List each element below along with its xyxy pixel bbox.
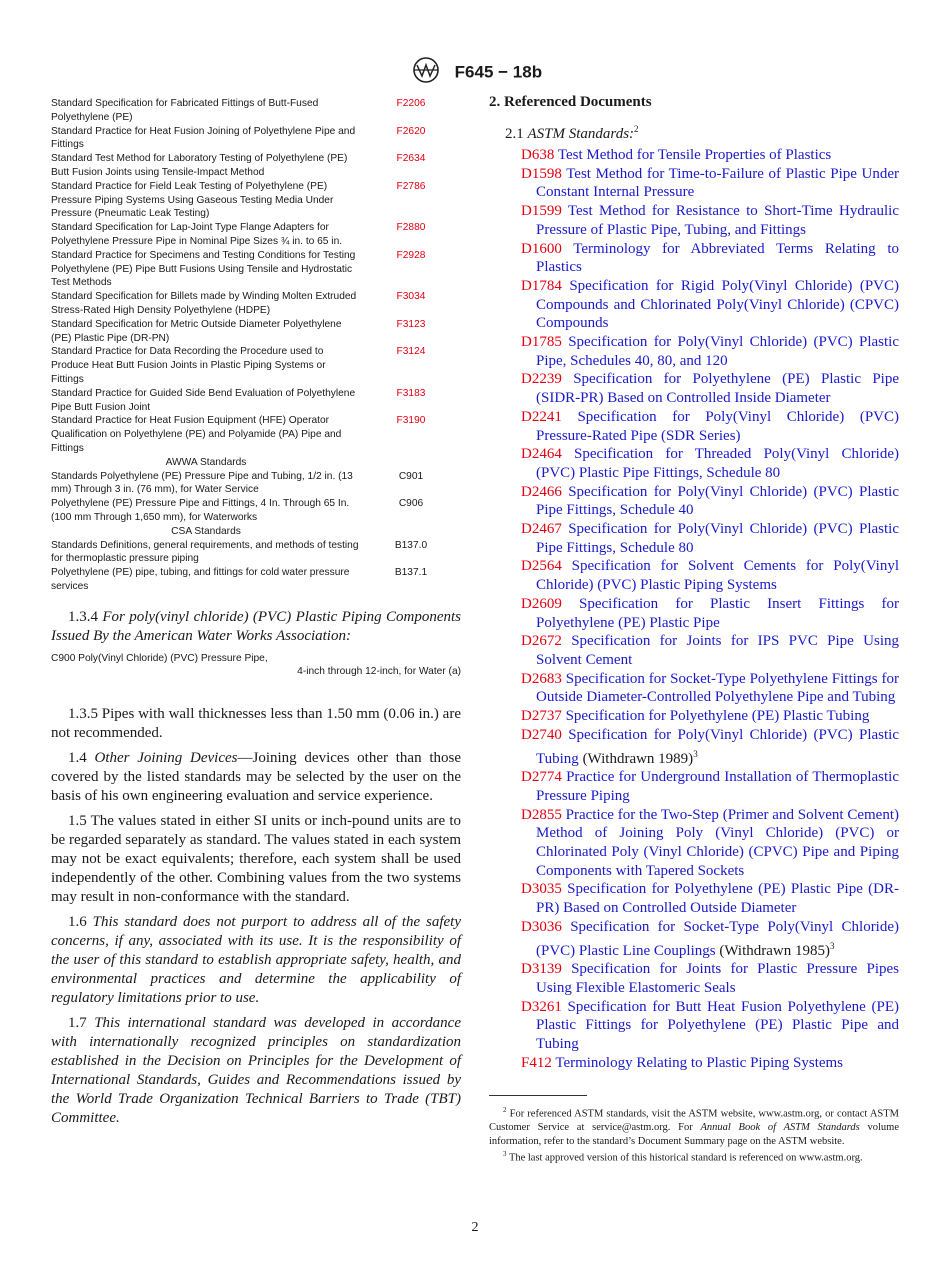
reference-title-link[interactable]: Specification for Rigid Poly(Vinyl Chloride) (PVC) Compounds and Chlorinated Poly(Vinyl Chloride) (CPVC) Compounds [536, 277, 900, 332]
standard-title: Polyethylene (PE) Pressure Pipe and Fittings, 4 In. Through 65 In. (100 mm Through 1,650 mm), for Waterworks [51, 498, 350, 523]
reference-item [505, 202, 899, 239]
footnote-rule [489, 1095, 587, 1096]
standard-title: Standard Practice for Heat Fusion Joining of Polyethylene Pipe and Fittings [51, 125, 356, 151]
reference-item [505, 1054, 899, 1073]
standard-code: B137.0 [394, 539, 428, 551]
reference-item [505, 670, 899, 707]
reference-title-link[interactable]: Specification for Socket-Type Polyethylene Fittings for Outside Diameter-Controlled Polyethylene Pipe and Tubing [536, 670, 900, 706]
standard-title: Standards Polyethylene (PE) Pressure Pipe and Tubing, 1/2 in. (13 mm) Through 3 in. (76 mm), for Water Service [51, 470, 353, 496]
reference-title-link[interactable]: Test Method for Time-to-Failure of Plastic Pipe Under Constant Internal Pressure [536, 165, 899, 201]
standard-row [51, 497, 461, 525]
withdrawn-note: (Withdrawn 1989) [582, 750, 694, 767]
reference-item [505, 445, 899, 482]
standard-row [51, 345, 461, 386]
reference-item [505, 333, 899, 370]
reference-title-link[interactable]: Test Method for Resistance to Short-Time Hydraulic Pressure of Plastic Pipe, Tubing, and Fittings [536, 203, 899, 238]
reference-item [505, 277, 899, 333]
reference-title-link[interactable]: Specification for Polyethylene (PE) Plastic Pipe (DR-PR) Based on Controlled Outside Diameter [536, 881, 900, 917]
footnote-2: $^2$ For referenced ASTM standards, visit the ASTM website, www.astm.org, or contact ASTM Customer Service at service@astm.org. For Annual Book of ASTM Standards volume information, refer to the standard’s Document Summary page on the ASTM website. [489, 1106, 899, 1147]
reference-title-link[interactable]: Practice for Underground Installation of Thermoplastic Pressure Piping [536, 769, 899, 804]
c900-line2: 4-inch through 12-inch, for Water (a) [297, 666, 461, 678]
standard-code: C901 [398, 470, 424, 482]
standard-title: Standard Practice for Field Leak Testing of Polyethylene (PE) Pressure Piping Systems Using Gaseous Testing Media Under Pressure (Pneumatic Leak Testing) [51, 180, 334, 220]
standard-title: Standard Specification for Billets made by Winding Molten Extruded Stress-Rated High Density Polyethylene (HDPE) [51, 291, 357, 316]
standard-row [51, 470, 461, 498]
reference-item [505, 918, 899, 960]
reference-code-link[interactable]: D2740 [521, 726, 562, 743]
csa-heading: CSA Standards [171, 525, 241, 537]
c900-line1: C900 Poly(Vinyl Chloride) (PVC) Pressure Pipe, [51, 652, 268, 664]
standard-code[interactable]: F2928 [396, 249, 426, 261]
standard-row [51, 539, 461, 567]
standard-title: Standard Specification for Lap-Joint Type Flange Adapters for Polyethylene Pressure Pipe in Nominal Pipe Sizes ¾ in. to 65 in. [51, 222, 343, 247]
reference-code-link[interactable]: D2855 [521, 806, 562, 823]
para-1-4: 1.4 Other Joining Devices—Joining devices other than those covered by the listed standards may be selected by the user on the basis of his own engineering evaluation and service experience. [51, 750, 461, 805]
reference-code-link[interactable]: D2464 [521, 446, 562, 463]
reference-item [505, 240, 899, 277]
reference-code-link[interactable]: D2564 [521, 558, 562, 575]
left-column [51, 97, 461, 1134]
standard-code[interactable]: F3183 [396, 387, 426, 399]
reference-title-link[interactable]: Specification for Poly(Vinyl Chloride) (PVC) Pressure-Rated Pipe (SDR Series) [536, 408, 900, 444]
reference-item [505, 408, 899, 445]
reference-item [505, 707, 899, 726]
standard-code[interactable]: F3034 [396, 291, 426, 303]
standard-row [51, 125, 461, 153]
reference-code-link[interactable]: F412 [521, 1054, 552, 1071]
reference-code-link[interactable]: D2774 [521, 769, 562, 786]
footnote-marker: 3 [693, 748, 698, 759]
standard-title: Standard Practice for Heat Fusion Equipment (HFE) Operator Qualification on Polyethylene (PE) and Polyamide (PA) Pipe and Fittings [51, 415, 342, 454]
reference-item [505, 370, 899, 407]
reference-code-link[interactable]: D1600 [521, 240, 562, 257]
reference-title-link[interactable]: Specification for Solvent Cements for Poly(Vinyl Chloride) (PVC) Plastic Piping Systems [536, 558, 900, 594]
reference-code-link[interactable]: D3139 [521, 961, 562, 978]
reference-code-link[interactable]: D2239 [521, 371, 562, 388]
standard-code[interactable]: F2620 [396, 125, 426, 137]
reference-item [505, 960, 899, 997]
reference-code-link[interactable]: D2466 [521, 483, 562, 500]
standard-row [51, 290, 461, 318]
withdrawn-note: (Withdrawn 1985) [719, 942, 830, 959]
standard-title: Standard Practice for Data Recording the Procedure used to Produce Heat Butt Fusion Joints in Plastic Piping Systems or Fittings [51, 346, 326, 385]
reference-title-link[interactable]: Specification for Polyethylene (PE) Plastic Pipe (SIDR-PR) Based on Controlled Inside Diameter [536, 371, 899, 407]
para-1-6: 1.6 This standard does not purport to address all of the safety concerns, if any, associated with its use. It is the responsibility of the user of this standard to establish appropriate safety, health, and environmental practices and determine the applicability of regulatory limitations prior to use. [51, 914, 462, 1007]
astm-standards-table [51, 97, 461, 456]
standard-row [51, 566, 461, 594]
reference-title-link[interactable]: Practice for the Two-Step (Primer and Solvent Cement) Method of Joining Poly (Vinyl Chloride) (PVC) or Chlorinated Poly (Vinyl Chloride) (CPVC) Pipe and Piping Components with Tapered Sockets [536, 806, 900, 879]
right-column [489, 93, 899, 1072]
standard-row [51, 221, 461, 249]
standard-code[interactable]: F3123 [396, 318, 426, 330]
csa-standards-table [51, 539, 461, 594]
standard-row [51, 318, 461, 346]
reference-code-link[interactable]: D2737 [521, 708, 562, 725]
reference-title-link[interactable]: Specification for Joints for Plastic Pressure Pipes Using Flexible Elastomeric Seals [536, 961, 899, 996]
para-1-3-5: 1.3.5 Pipes with wall thicknesses less than 1.50 mm (0.06 in.) are not recommended. [51, 706, 461, 742]
reference-title-link[interactable]: Terminology Relating to Plastic Piping Systems [555, 1054, 844, 1071]
awwa-standards-table [51, 470, 461, 525]
reference-title-link[interactable]: Specification for Poly(Vinyl Chloride) (PVC) Plastic Pipe, Schedules 40, 80, and 120 [536, 334, 900, 369]
reference-item [505, 998, 899, 1054]
footnotes [489, 1104, 899, 1165]
section-heading: 2. Referenced Documents [489, 94, 652, 110]
reference-item [505, 557, 899, 594]
standard-row [51, 414, 461, 455]
standard-code: B137.1 [394, 567, 428, 579]
reference-item [505, 806, 899, 881]
standard-row [51, 152, 461, 180]
standard-title: Standard Specification for Fabricated Fittings of Butt-Fused Polyethylene (PE) [51, 98, 319, 123]
reference-title-link[interactable]: Specification for Poly(Vinyl Chloride) (PVC) Plastic Pipe Fittings, Schedule 40 [536, 483, 900, 519]
reference-title-link[interactable]: Specification for Joints for IPS PVC Pipe Using Solvent Cement [536, 633, 900, 668]
standard-title: Polyethylene (PE) pipe, tubing, and fittings for cold water pressure services [51, 567, 350, 592]
standard-code[interactable]: F2634 [396, 153, 426, 165]
reference-item [505, 483, 899, 520]
standard-row [51, 249, 461, 290]
standard-title: Standard Practice for Specimens and Testing Conditions for Testing Polyethylene (PE) Pipe Butt Fusions Using Tensile and Hydrostatic Test Methods [51, 249, 356, 289]
reference-title-link[interactable]: Specification for Butt Heat Fusion Polyethylene (PE) Plastic Fittings for Polyethylene (PE) Plastic Pipe and Tubing [536, 998, 899, 1053]
standard-title: Standard Test Method for Laboratory Testing of Polyethylene (PE) Butt Fusion Joints using Tensile-Impact Method [51, 153, 348, 178]
para-1-7: 1.7 This international standard was developed in accordance with internationally recognized principles on standardization established in the Decision on Principles for the Development of International Standards, Guides and Recommendations issued by the World Trade Organization Technical Barriers to Trade (TBT) Committee. [51, 1015, 461, 1127]
standard-code[interactable]: F2880 [396, 222, 426, 234]
astm-logo-icon [408, 56, 444, 89]
reference-item [505, 146, 899, 165]
standard-row [51, 97, 461, 125]
reference-item [505, 520, 899, 557]
reference-title-link[interactable]: Specification for Socket-Type Poly(Vinyl Chloride) (PVC) Plastic Line Couplings [536, 918, 900, 959]
reference-title-link[interactable]: Specification for Threaded Poly(Vinyl Chloride) (PVC) Plastic Pipe Fittings, Schedule 80 [536, 446, 900, 481]
footnote-3: $^3$ The last approved version of this historical standard is referenced on www.astm.org. [503, 1150, 863, 1164]
standard-code[interactable]: F2786 [396, 180, 426, 192]
reference-item [505, 165, 899, 202]
standard-row [51, 387, 461, 415]
reference-item [505, 632, 899, 669]
c900-entry [51, 652, 461, 680]
reference-code-link[interactable]: D2672 [521, 633, 562, 650]
reference-title-link[interactable]: Specification for Poly(Vinyl Chloride) (PVC) Plastic Tubing [536, 726, 900, 767]
standard-code[interactable]: F2206 [396, 98, 426, 109]
reference-title-link[interactable]: Test Method for Tensile Properties of Plastics [557, 147, 832, 163]
reference-code-link[interactable]: D1599 [521, 203, 562, 220]
reference-code-link[interactable]: D2467 [521, 521, 562, 538]
para-1-3-4: 1.3.4 For poly(vinyl chloride) (PVC) Plastic Piping Components Issued By the American Water Works Association: [51, 608, 462, 644]
reference-item [505, 726, 899, 768]
reference-item [505, 768, 899, 805]
reference-code-link[interactable]: D3261 [521, 998, 562, 1015]
reference-code-link[interactable]: D3036 [521, 918, 562, 935]
subsection-heading: 2.1 ASTM Standards:$^2$ [505, 124, 639, 142]
reference-code-link[interactable]: D3035 [521, 881, 562, 898]
reference-title-link[interactable]: Specification for Poly(Vinyl Chloride) (PVC) Plastic Pipe Fittings, Schedule 80 [536, 521, 900, 556]
footnote-marker: 3 [829, 940, 835, 951]
para-1-5: 1.5 The values stated in either SI units or inch-pound units are to be regarded separately as standard. The values stated in each system may not be exact equivalents; therefore, each system shall be used independently of the other. Combining values from the two systems may result in non-conformance with the standard. [51, 813, 461, 906]
reference-item [505, 880, 899, 917]
standard-code[interactable]: F3190 [396, 415, 426, 427]
reference-title-link[interactable]: Terminology for Abbreviated Terms Relating to Plastics [536, 240, 899, 276]
standard-code: C906 [398, 498, 424, 510]
awwa-heading: AWWA Standards [165, 456, 247, 468]
reference-title-link[interactable]: Specification for Polyethylene (PE) Plastic Tubing [565, 708, 870, 725]
standard-designation: F645 − 18b [454, 62, 543, 82]
page-header [0, 56, 950, 89]
referenced-documents-list [489, 146, 899, 1072]
reference-code-link[interactable]: D2241 [521, 408, 562, 425]
reference-code-link[interactable]: D1785 [521, 334, 562, 351]
reference-item [505, 595, 899, 632]
reference-code-link[interactable]: D2683 [521, 670, 562, 687]
standard-title: Standards Definitions, general requirements, and methods of testing for thermoplastic pressure piping [51, 539, 359, 565]
page-number: 2 [471, 1220, 479, 1235]
reference-code-link[interactable]: D1598 [521, 165, 562, 182]
reference-title-link[interactable]: Specification for Plastic Insert Fittings for Polyethylene (PE) Plastic Pipe [536, 595, 899, 631]
reference-code-link[interactable]: D638 [521, 147, 555, 163]
standard-title: Standard Specification for Metric Outside Diameter Polyethylene (PE) Plastic Pipe (DR-PN) [51, 318, 342, 344]
standard-title: Standard Practice for Guided Side Bend Evaluation of Polyethylene Pipe Butt Fusion Joint [51, 387, 356, 413]
standard-code[interactable]: F3124 [396, 346, 426, 358]
reference-code-link[interactable]: D2609 [521, 595, 562, 612]
reference-code-link[interactable]: D1784 [521, 277, 562, 294]
standard-row [51, 180, 461, 221]
